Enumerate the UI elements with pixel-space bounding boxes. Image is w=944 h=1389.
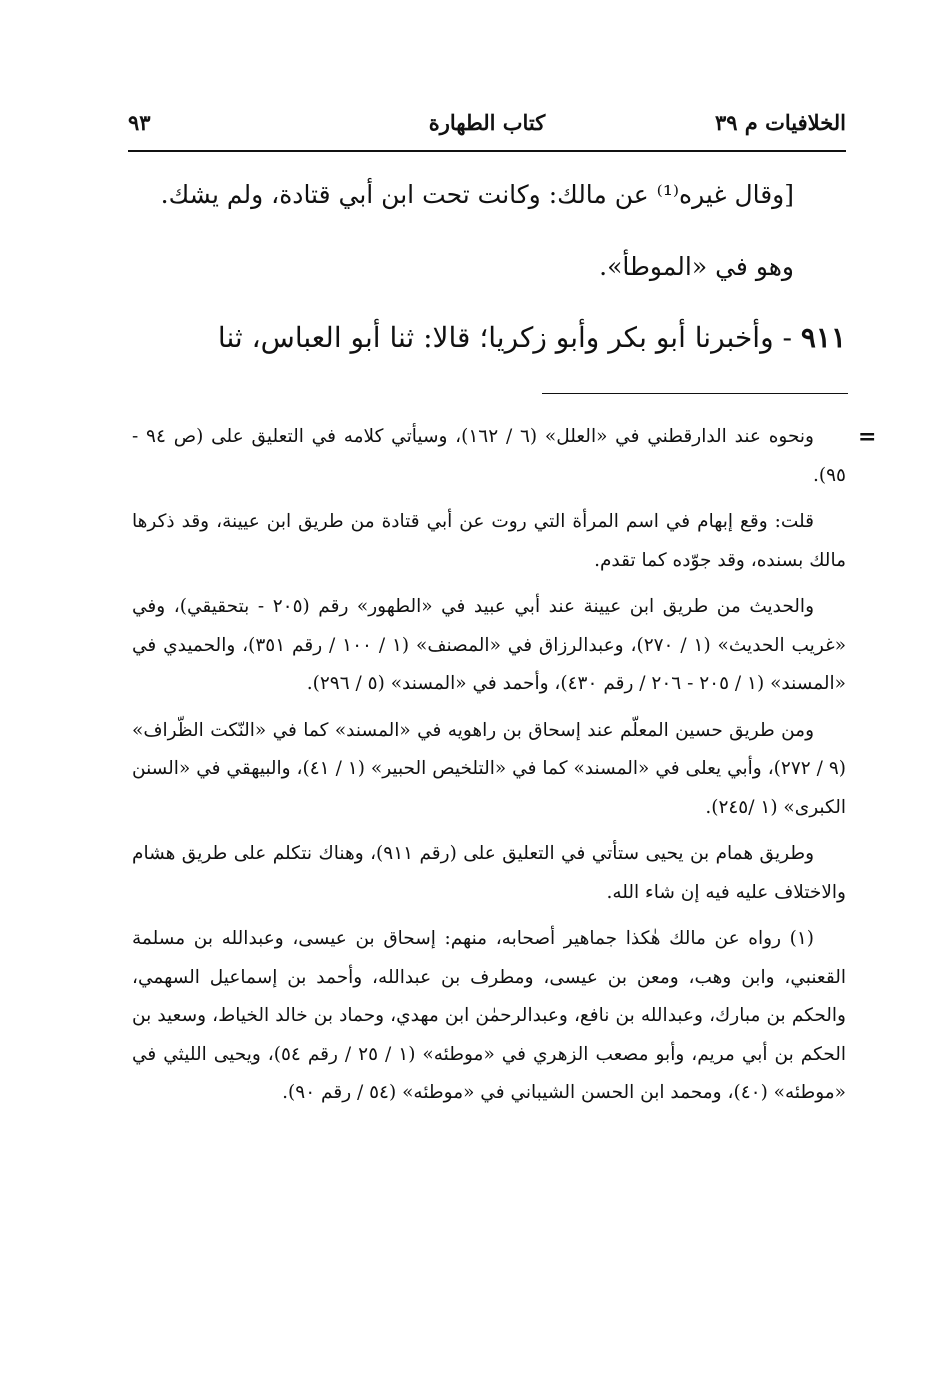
main-line: وهو في «الموطأ». [599, 252, 794, 281]
footnote-paragraph: ومن طريق حسين المعلّم عند إسحاق بن راهويه في «المسند» كما في «النّكت الظّراف» (٩ / ٢٧٢)، وأبي يعلى في «المسند» كما في «التلخيص الحبير» (١ / ٤١)، والبيهقي في «السنن الكبرى» (١ /٢٤٥). [132, 719, 846, 818]
footnote-paragraph: قلت: وقع إبهام في اسم المرأة التي روت عن أبي قتادة من طريق ابن عيينة، وقد ذكرها مالك بسنده، وقد جوّده كما تقدم. [132, 511, 846, 571]
continuation-mark: = [858, 424, 877, 450]
page-number: ٩٣ [128, 110, 151, 135]
footnote-paragraph: والحديث من طريق ابن عيينة عند أبي عبيد في «الطهور» رقم (٢٠٥ - بتحقيقي)، وفي «غريب الحديث» (١ / ٢٧٠)، وعبدالرزاق في «المصنف» (١ / ١٠٠ / رقم ٣٥١)، والحميدي في «المسند» (١ / ٢٠٥ - ٢٠٦ / رقم ٤٣٠)، وأحمد في «المسند» (٥ / ٢٩٦). [132, 596, 847, 694]
hadith-text: - وأخبرنا أبو بكر وأبو زكريا؛ قالا: ثنا أبو العباس، ثنا [217, 321, 801, 354]
hadith-entry [132, 308, 846, 368]
main-line: [وقال غيره⁽¹⁾ عن مالك: وكانت تحت ابن أبي قتادة، ولم يشك. [160, 180, 794, 209]
footnotes [132, 418, 846, 1121]
header-rule [128, 150, 846, 152]
page-header [128, 104, 846, 148]
footnote-paragraph: وطريق همام بن يحيى ستأتي في التعليق على (رقم ٩١١)، وهناك نتكلم على طريق هشام والاختلاف عليه فيه إن شاء الله. [132, 843, 846, 903]
footnote-1: (١) رواه عن مالك هٰكذا جماهير أصحابه، منهم: إسحاق بن عيسى، وعبدالله بن مسلمة القعنبي، وابن وهب، ومعن بن عيسى، ومطرف بن عبدالله، وأحمد بن إسماعيل السهمي، والحكم بن مبارك، وعبدالله بن نافع، وعبدالرحمٰن ابن مهدي، وحماد بن خالد الخياط، وسعيد بن الحكم بن أبي مريم، وأبو مصعب الزهري في «موطئه» (١ / ٢٥ / رقم ٥٤)، ويحيى الليثي في «موطئه» (٤٠)، ومحمد ابن الحسن الشيباني في «موطئه» (٥٤ / رقم ٩٠). [132, 928, 846, 1103]
footnote-separator [542, 393, 848, 394]
chapter-title: كتاب الطهارة [428, 110, 546, 135]
hadith-number: ٩١١ [800, 321, 846, 354]
footnote-paragraph: ونحوه عند الدارقطني في «العلل» (٦ / ١٦٢)، وسيأتي كلامه في التعليق على (ص ٩٤ - ٩٥). [132, 426, 846, 486]
main-text [132, 168, 846, 368]
volume-marker: الخلافيات م ٣٩ [714, 110, 846, 135]
